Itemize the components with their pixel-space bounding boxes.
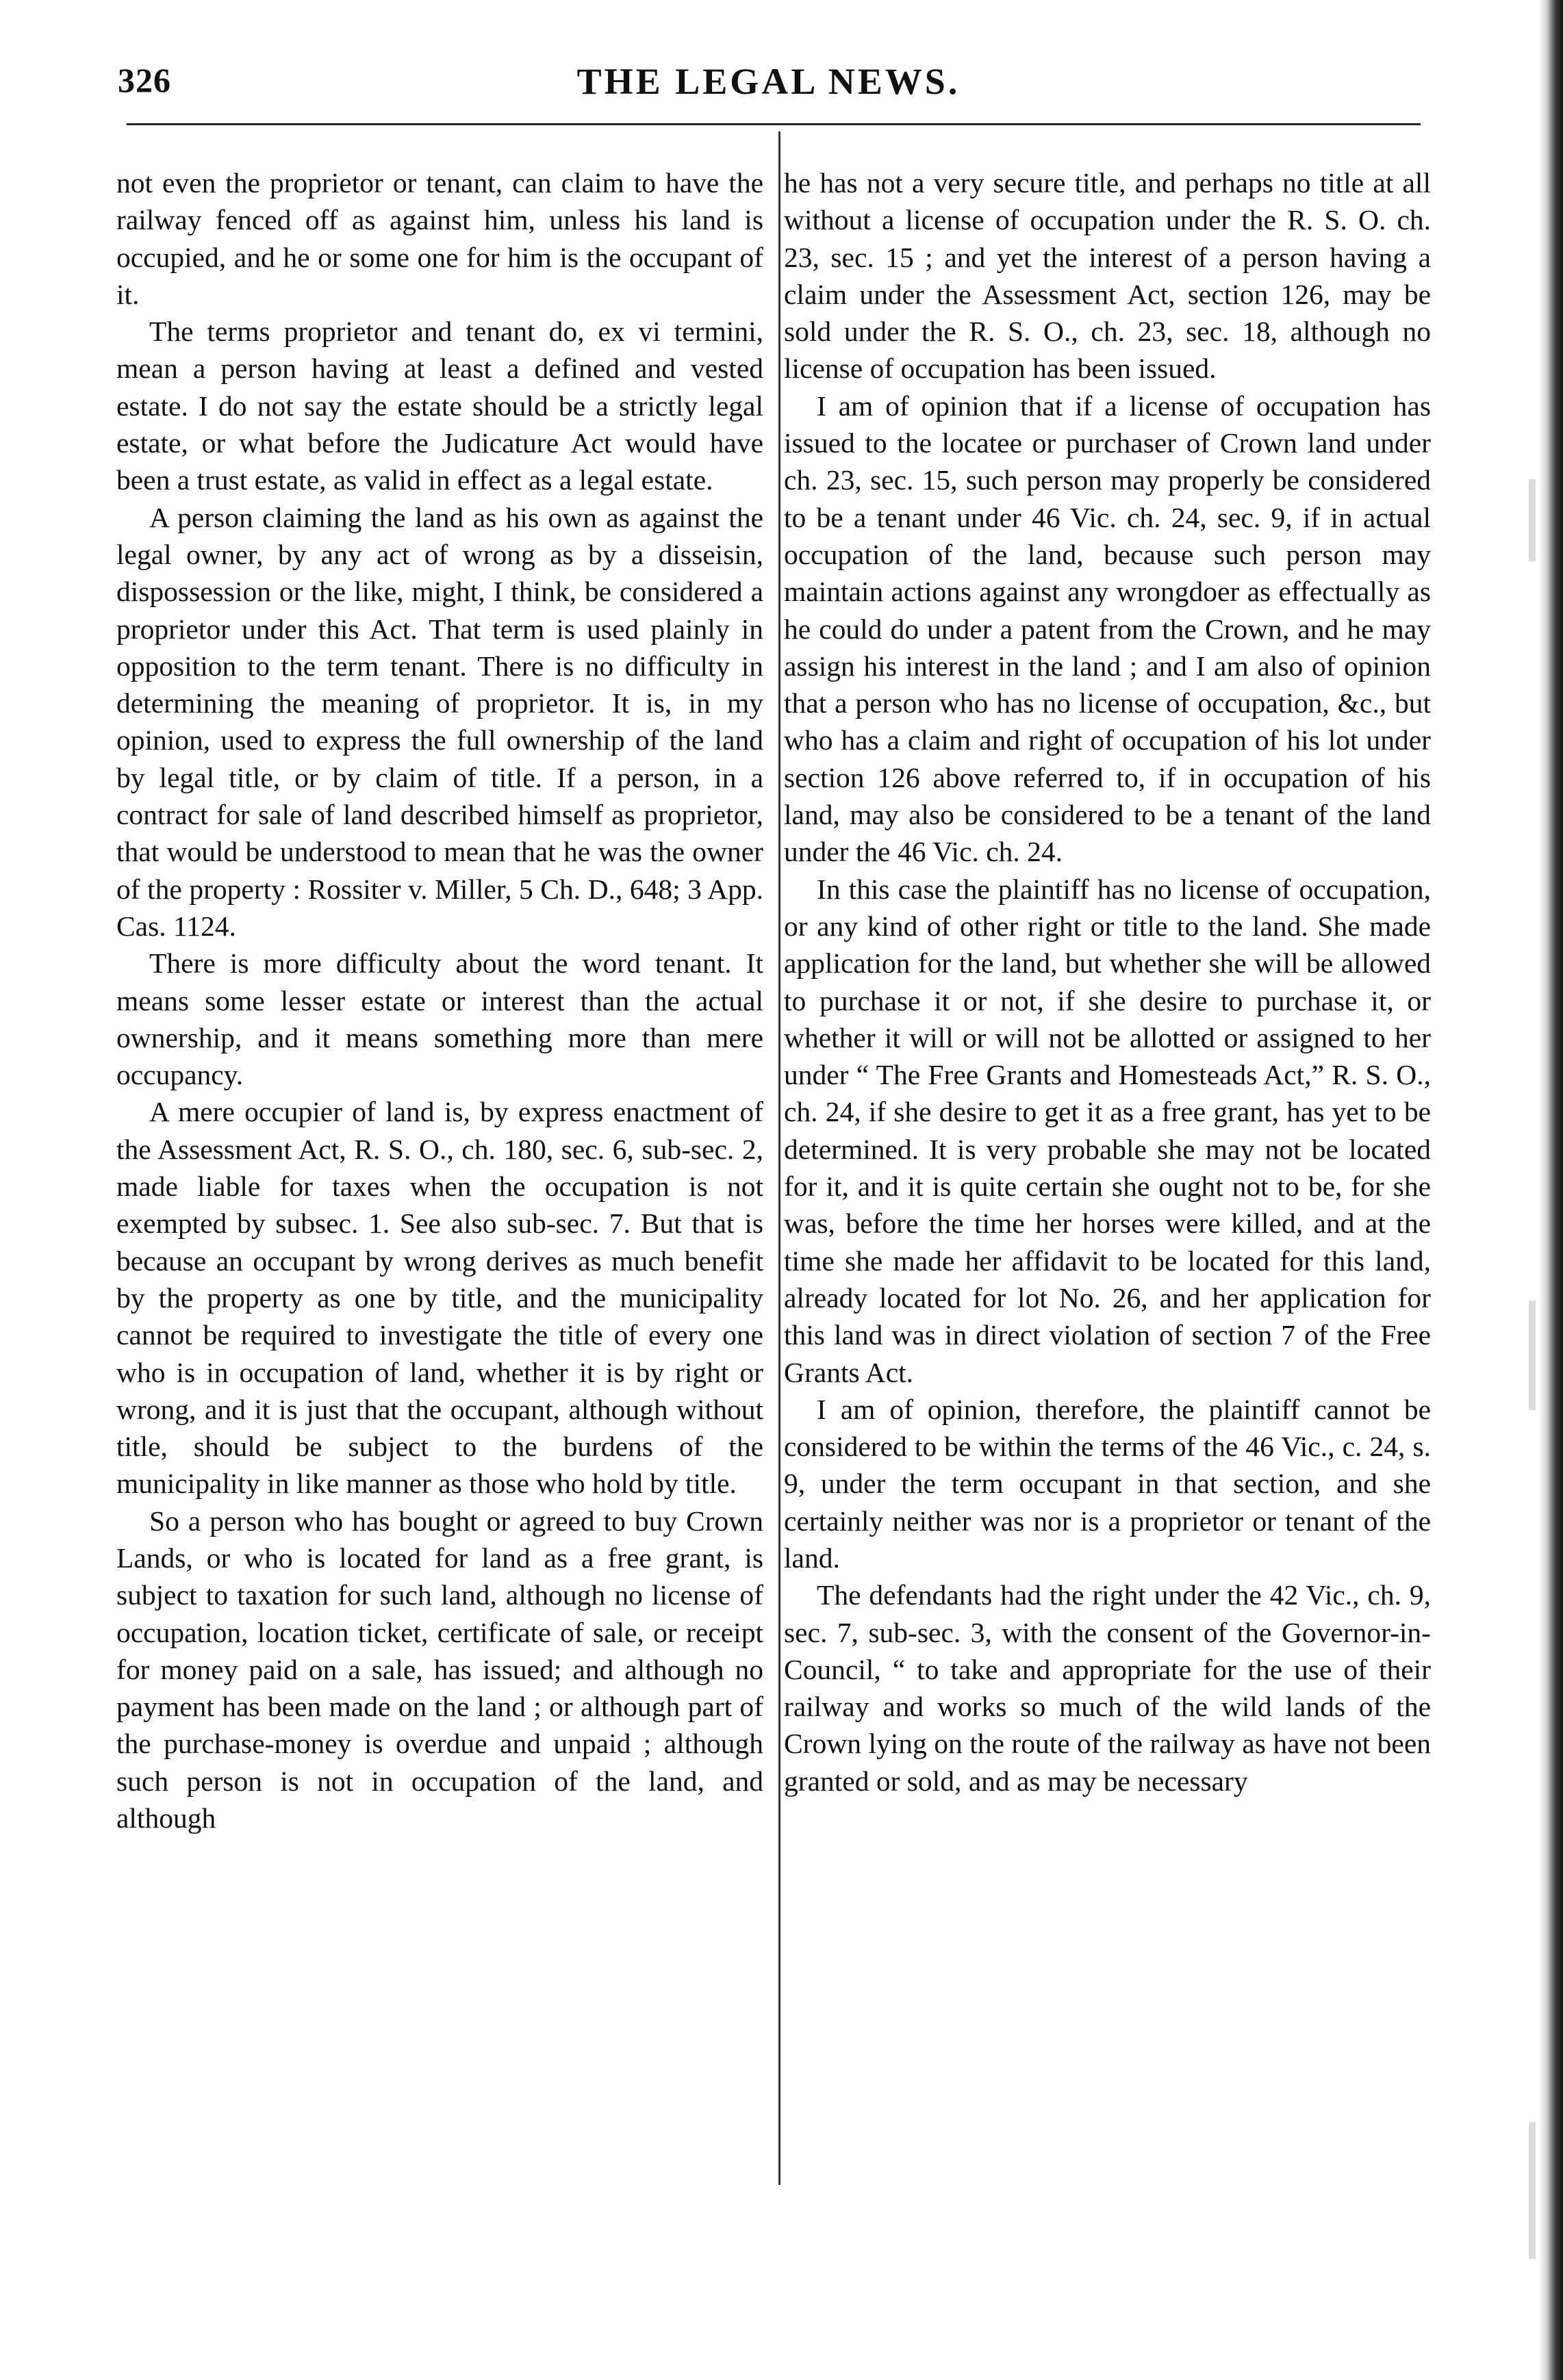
- page-edge-speck: [1529, 2122, 1536, 2259]
- page-edge-speck: [1529, 1301, 1536, 1410]
- paragraph: So a person who has bought or agreed to buy Crown Lands, or who is located for land as a free grant, is subject to taxation for such land, although no license of occupation, location ticket, certificate of sale, or receipt for money paid on a sale, has issued; and although no payment has been made on the land ; or although part of the purchase-money is overdue and unpaid ; although such person is not in occupation of the land, and although: [116, 1505, 763, 1834]
- column-divider: [778, 131, 780, 2185]
- page-number: 326: [118, 61, 171, 99]
- paragraph: I am of opinion that if a license of occupation has issued to the locatee or purchaser of Crown land under ch. 23, sec. 15, such person may properly be considered to be a tenant under 46 Vic. ch. 24, sec. 9, if in actual occupation of the land, because such person may maintain actions against any wrongdoer as effectually as he could do under a patent from the Crown, and he may assign his interest in the land ; and I am also of opinion that a person who has no license of occupation, &c., but who has a claim and right of occupation of his lot under section 126 above referred to, if in occupation of his land, may also be considered to be a tenant of the land under the 46 Vic. ch. 24.: [784, 389, 1431, 868]
- header-rule: [127, 123, 1421, 125]
- page-edge-speck: [1529, 479, 1536, 561]
- paragraph: not even the proprietor or tenant, can claim to have the railway fenced off as against him, unless his land is occupied, and he or some one for him is the occupant of it.: [116, 167, 763, 310]
- paragraph: In this case the plaintiff has no license of occupation, or any kind of other right or title to the land. She made application for the land, but whether she will be allowed to purchase it or not, if she desire to purchase it, or whether it will or will not be allotted or assigned to her under “ The Free Grants and Homesteads Act,” R. S. O., ch. 24, if she desire to get it as a free grant, has yet to be determined. It is very probable she may not be located for it, and it is quite certain she ought not to be, for she was, before the time her horses were killed, and at the time she made her affidavit to be located for this land, already located for lot No. 26, and her application for this land was in direct violation of section 7 of the Free Grants Act.: [784, 873, 1431, 1388]
- paragraph: The defendants had the right under the 42 Vic., ch. 9, sec. 7, sub-sec. 3, with the consent of the Governor-in-Council, “ to take and appropriate for the use of their railway and works so much of the wild lands of the Crown lying on the route of the railway as have not been granted or sold, and as may be necessary: [784, 1579, 1431, 1797]
- paragraph: A person claiming the land as his own as against the legal owner, by any act of wrong as by a disseisin, dispossession or the like, might, I think, be considered a proprietor under this Act. That term is used plainly in opposition to the term tenant. There is no difficulty in determining the meaning of proprietor. It is, in my opinion, used to express the full ownership of the land by legal title, or by claim of title. If a person, in a contract for sale of land described himself as proprietor, that would be understood to mean that he was the owner of the property : Rossiter v. Miller, 5 Ch. D., 648; 3 App. Cas. 1124.: [116, 501, 763, 942]
- paragraph: I am of opinion, therefore, the plaintiff cannot be considered to be within the terms of the 46 Vic., c. 24, s. 9, under the term occupant in that section, and she certainly neither was nor is a proprietor or tenant of the land.: [784, 1393, 1431, 1574]
- left-column: [116, 164, 763, 1837]
- paragraph: A mere occupier of land is, by express enactment of the Assessment Act, R. S. O., ch. 180, sec. 6, sub-sec. 2, made liable for taxes when the occupation is not exempted by subsec. 1. See also sub-sec. 7. But that is because an occupant by wrong derives as much benefit by the property as one by title, and the municipality cannot be required to investigate the title of every one who is in occupation of land, whether it is by right or wrong, and it is just that the occupant, although without title, should be subject to the burdens of the municipality in like manner as those who hold by title.: [116, 1096, 763, 1500]
- right-column: [784, 164, 1431, 1800]
- running-title: THE LEGAL NEWS.: [576, 61, 961, 102]
- paragraph: The terms proprietor and tenant do, ex vi termini, mean a person having at least a defined and vested estate. I do not say the estate should be a strictly legal estate, or what before the Judicature Act would have been a trust estate, as valid in effect as a legal estate.: [116, 316, 763, 496]
- page-header: [110, 48, 1427, 116]
- paragraph: he has not a very secure title, and perhaps no title at all without a license of occupation under the R. S. O. ch. 23, sec. 15 ; and yet the interest of a person having a claim under the Assessment Act, section 126, may be sold under the R. S. O., ch. 23, sec. 18, although no license of occupation has been issued.: [784, 167, 1431, 385]
- paragraph: There is more difficulty about the word tenant. It means some lesser estate or interest than the actual ownership, and it means something more than mere occupancy.: [116, 947, 763, 1091]
- page-edge-shadow: [1538, 0, 1563, 2380]
